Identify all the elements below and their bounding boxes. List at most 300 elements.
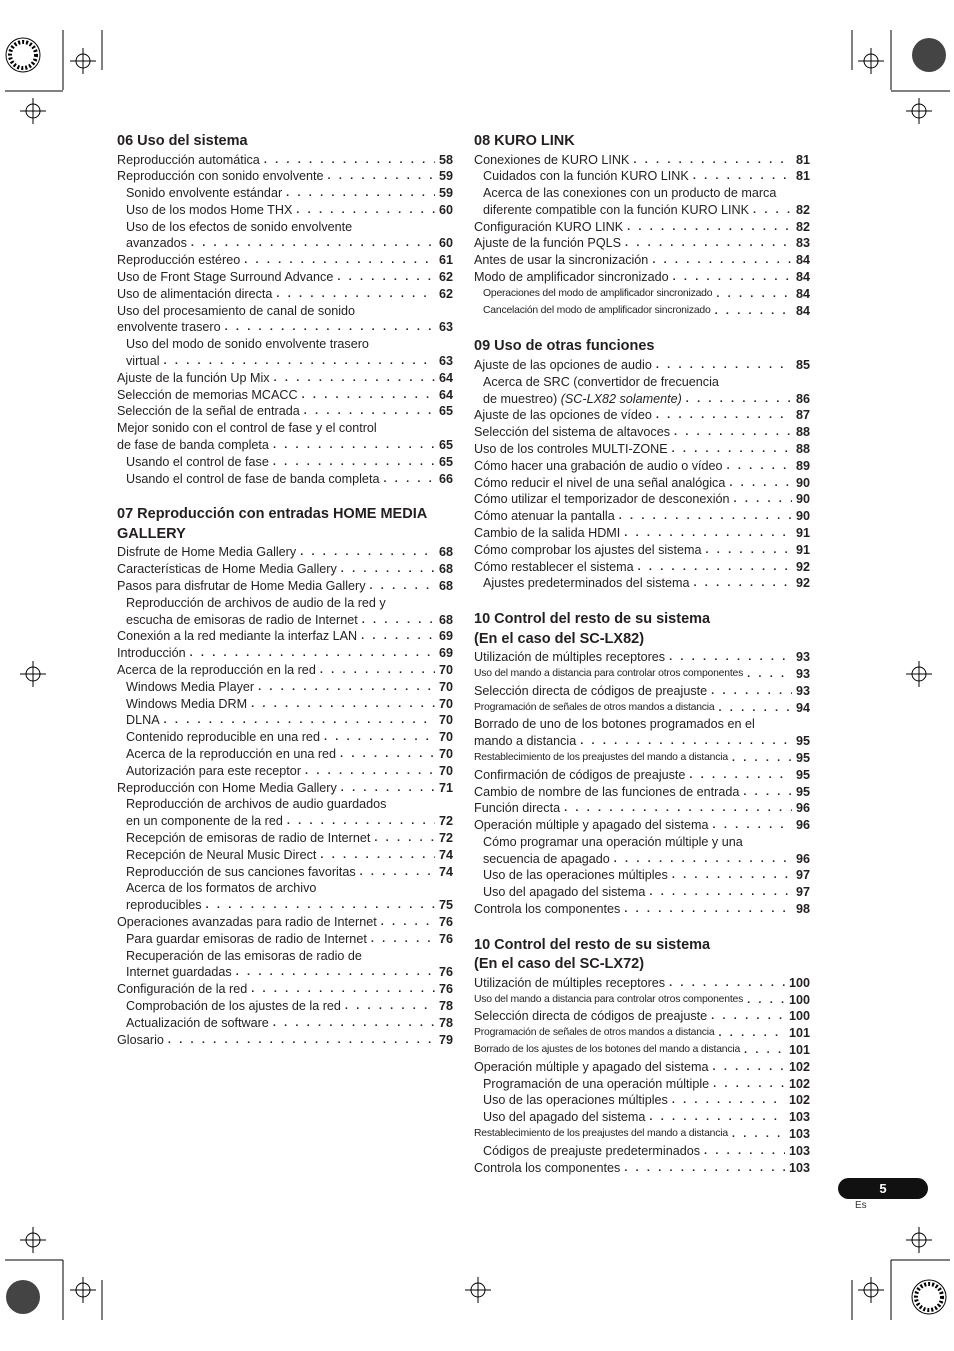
entry-page-number: 96 — [795, 801, 810, 816]
dot-leader — [625, 235, 792, 252]
entry-page-number: 72 — [438, 830, 453, 845]
entry-page-number: 70 — [438, 747, 453, 761]
toc-entry[interactable] — [474, 901, 810, 918]
dot-leader — [753, 202, 792, 219]
toc-entry — [474, 834, 810, 851]
entry-page-number: 89 — [795, 458, 810, 473]
dot-leader — [729, 475, 792, 492]
entry-label: de fase de banda completa — [117, 438, 269, 453]
toc-entry[interactable] — [474, 1092, 810, 1109]
toc-section — [474, 936, 810, 1177]
entry-label: Restablecimiento de los preajustes del mando a distancia — [474, 1128, 728, 1140]
entry-label: Reproducción de archivos de audio guardados — [126, 797, 387, 812]
toc-entry[interactable] — [117, 847, 453, 864]
dot-leader — [672, 441, 792, 458]
entry-label: Reproducción con Home Media Gallery — [117, 780, 337, 795]
dot-leader — [273, 1015, 435, 1032]
entry-page-number: 60 — [438, 202, 453, 217]
entry-label: Modo de amplificador sincronizado — [474, 270, 669, 285]
entry-label: Recepción de Neural Music Direct — [126, 847, 317, 862]
toc-entry[interactable] — [117, 252, 453, 269]
entry-label: Conexiones de KURO LINK — [474, 152, 630, 167]
entry-page-number: 78 — [438, 1015, 453, 1030]
entry-label: Autorización para este receptor — [126, 763, 302, 778]
entry-page-number: 61 — [438, 253, 453, 268]
entry-page-number: 68 — [438, 612, 453, 627]
entry-page-number: 102 — [788, 1059, 810, 1074]
toc-entry[interactable] — [474, 784, 810, 801]
dot-leader — [287, 813, 435, 830]
toc-entry[interactable] — [117, 830, 453, 847]
entry-page-number: 95 — [795, 767, 810, 782]
entry-label: Configuración de la red — [117, 982, 248, 997]
entry-label: Operación múltiple y apagado del sistema — [474, 1059, 709, 1074]
toc-entry[interactable] — [117, 202, 453, 219]
entry-label: Uso de las operaciones múltiples — [483, 868, 668, 883]
toc-entry[interactable] — [117, 696, 453, 713]
entry-label: Uso del mando a distancia para controlar otros componentes — [474, 667, 744, 679]
entry-label: mando a distancia — [474, 734, 577, 749]
toc-section — [117, 505, 453, 1048]
dot-leader — [627, 219, 792, 236]
entry-page-number: 103 — [788, 1110, 810, 1125]
toc-entry[interactable] — [117, 679, 453, 696]
entry-page-number: 100 — [788, 975, 810, 990]
dot-leader — [694, 575, 792, 592]
toc-entry[interactable] — [474, 975, 810, 992]
dot-leader — [381, 914, 435, 931]
entry-page-number: 103 — [788, 1127, 810, 1142]
dot-leader — [649, 1109, 785, 1126]
entry-page-number: 101 — [788, 1043, 810, 1058]
entry-label: Operaciones avanzadas para radio de Internet — [117, 914, 377, 929]
toc-entry[interactable] — [117, 763, 453, 780]
entry-page-number: 97 — [795, 885, 810, 900]
entry-label: Windows Media DRM — [126, 696, 248, 711]
toc-entry[interactable] — [474, 1025, 810, 1042]
entry-page-number: 66 — [438, 471, 453, 486]
toc-entry[interactable] — [117, 319, 453, 336]
page-number-tab — [838, 1178, 928, 1199]
toc-entry[interactable] — [474, 252, 810, 269]
dot-leader — [674, 424, 792, 441]
entry-label: Controla los componentes — [474, 902, 621, 917]
entry-page-number: 79 — [438, 1032, 453, 1047]
entry-label: Reproducción de sus canciones favoritas — [126, 864, 356, 879]
dot-leader — [276, 286, 435, 303]
entry-page-number: 70 — [438, 679, 453, 694]
toc-entry[interactable] — [117, 1032, 453, 1049]
entry-page-number: 58 — [438, 152, 453, 167]
dot-leader — [370, 578, 435, 595]
entry-page-number: 59 — [438, 169, 453, 184]
entry-page-number: 65 — [438, 404, 453, 419]
entry-label: Cambio de la salida HDMI — [474, 525, 621, 540]
toc-entry — [117, 948, 453, 965]
toc-entry[interactable] — [117, 168, 453, 185]
entry-label: Actualización de software — [126, 1015, 269, 1030]
toc-entry[interactable] — [117, 437, 453, 454]
toc-entry — [117, 796, 453, 813]
toc-entry[interactable] — [474, 1109, 810, 1126]
toc-entry — [117, 336, 453, 353]
entry-label: avanzados — [126, 236, 187, 251]
dot-leader — [705, 542, 792, 559]
entry-label: Reproducción con sonido envolvente — [117, 169, 324, 184]
entry-label: Ajuste de la función PQLS — [474, 236, 622, 251]
toc-entry[interactable] — [474, 542, 810, 559]
toc-entry[interactable] — [474, 235, 810, 252]
toc-entry[interactable] — [117, 578, 453, 595]
toc-entry[interactable] — [474, 303, 810, 320]
entry-label: Utilización de múltiples receptores — [474, 975, 666, 990]
dot-leader — [747, 666, 792, 683]
entry-page-number: 93 — [795, 666, 810, 681]
entry-label: Ajuste de la función Up Mix — [117, 370, 270, 385]
dot-leader — [715, 303, 792, 320]
entry-label: secuencia de apagado — [483, 851, 610, 866]
entry-label: Códigos de preajuste predeterminados — [483, 1143, 701, 1158]
dot-leader — [614, 851, 792, 868]
entry-page-number: 71 — [438, 780, 453, 795]
dot-leader — [734, 491, 792, 508]
dot-leader — [672, 867, 792, 884]
dot-leader — [693, 168, 792, 185]
toc-entry[interactable] — [117, 981, 453, 998]
toc-entry[interactable] — [117, 662, 453, 679]
entry-page-number: 64 — [438, 387, 453, 402]
entry-page-number: 65 — [438, 438, 453, 453]
toc-entry[interactable] — [474, 508, 810, 525]
entry-page-number: 70 — [438, 663, 453, 678]
entry-label: reproducibles — [126, 898, 202, 913]
dot-leader — [251, 696, 435, 713]
dot-leader — [206, 897, 435, 914]
toc-entry[interactable] — [117, 746, 453, 763]
toc-entry[interactable] — [117, 152, 453, 169]
section-title: 07 Reproducción con entradas HOME MEDIA GALLERY — [117, 506, 428, 542]
entry-page-number: 70 — [438, 696, 453, 711]
dot-leader — [190, 645, 435, 662]
dot-leader — [345, 998, 435, 1015]
toc-entry[interactable] — [117, 185, 453, 202]
toc-entry[interactable] — [474, 357, 810, 374]
entry-page-number: 96 — [795, 851, 810, 866]
dot-leader — [656, 407, 792, 424]
toc-entry[interactable] — [117, 645, 453, 662]
dot-leader — [168, 1032, 435, 1049]
entry-label: Programación de señales de otros mandos a distancia — [474, 1027, 715, 1039]
entry-page-number: 103 — [788, 1160, 810, 1175]
toc-entry[interactable] — [474, 202, 810, 219]
entry-label: Borrado de uno de los botones programados en el — [474, 717, 755, 732]
entry-page-number: 88 — [795, 425, 810, 440]
toc-entry[interactable] — [474, 475, 810, 492]
toc-entry[interactable] — [117, 544, 453, 561]
toc-entry[interactable] — [117, 628, 453, 645]
toc-entry[interactable] — [117, 931, 453, 948]
toc-entry[interactable] — [474, 1076, 810, 1093]
entry-label: Cómo hacer una grabación de audio o vídeo — [474, 458, 723, 473]
entry-label: Cómo restablecer el sistema — [474, 559, 634, 574]
entry-label: Cómo comprobar los ajustes del sistema — [474, 542, 702, 557]
toc-entry[interactable] — [474, 733, 810, 750]
toc-entry[interactable] — [474, 525, 810, 542]
toc-entry[interactable] — [117, 897, 453, 914]
dot-leader — [320, 662, 435, 679]
toc-entry[interactable] — [117, 712, 453, 729]
entry-page-number: 74 — [438, 864, 453, 879]
dot-leader — [273, 437, 435, 454]
entry-label: Acerca de las conexiones con un producto de marca — [483, 186, 777, 201]
entry-label: Uso del procesamiento de canal de sonido — [117, 303, 356, 318]
toc-entry — [117, 420, 453, 437]
entry-label: Uso de Front Stage Surround Advance — [117, 270, 334, 285]
entry-page-number: 103 — [788, 1143, 810, 1158]
entry-page-number: 69 — [438, 646, 453, 661]
toc-entry[interactable] — [117, 403, 453, 420]
toc-entry — [474, 185, 810, 202]
dot-leader — [704, 1143, 785, 1160]
entry-page-number: 78 — [438, 998, 453, 1013]
dot-leader — [732, 1126, 785, 1143]
toc-entry[interactable] — [117, 353, 453, 370]
section-title: 08 KURO LINK — [474, 133, 575, 149]
toc-entry[interactable] — [117, 286, 453, 303]
dot-leader — [673, 269, 792, 286]
toc-entry[interactable] — [474, 1126, 810, 1143]
toc-entry[interactable] — [117, 964, 453, 981]
dot-leader — [273, 454, 435, 471]
toc-entry[interactable] — [474, 286, 810, 303]
toc-entry[interactable] — [474, 817, 810, 834]
dot-leader — [624, 525, 792, 542]
entry-label: Cómo programar una operación múltiple y una — [483, 834, 743, 849]
entry-label: Selección directa de códigos de preajuste — [474, 683, 708, 698]
dot-leader — [320, 847, 435, 864]
dot-leader — [305, 763, 435, 780]
entry-label: Uso del apagado del sistema — [483, 885, 646, 900]
entry-page-number: 94 — [795, 700, 810, 715]
entry-label: Selección de memorias MCACC — [117, 387, 298, 402]
entry-label: Acerca de la reproducción en una red — [126, 747, 337, 761]
entry-label: Usando el control de fase de banda completa — [126, 471, 380, 486]
entry-label: Ajustes predeterminados del sistema — [483, 576, 690, 591]
entry-page-number: 64 — [438, 370, 453, 385]
toc-entry[interactable] — [117, 471, 453, 488]
dot-leader — [652, 252, 792, 269]
dot-leader — [689, 767, 792, 784]
toc-entry — [474, 374, 810, 391]
toc-entry[interactable] — [474, 1160, 810, 1177]
entry-page-number: 63 — [438, 320, 453, 335]
entry-label: Contenido reproducible en una red — [126, 730, 320, 745]
entry-label: Utilización de múltiples receptores — [474, 650, 666, 665]
entry-page-number: 90 — [795, 492, 810, 507]
dot-leader — [225, 319, 435, 336]
entry-page-number: 65 — [438, 454, 453, 469]
entry-page-number: 84 — [795, 303, 810, 318]
toc-entry[interactable] — [474, 152, 810, 169]
dot-leader — [302, 387, 435, 404]
entry-label: Uso de los modos Home THX — [126, 202, 293, 217]
entry-page-number: 62 — [438, 286, 453, 301]
dot-leader — [718, 1025, 785, 1042]
entry-label: Reproducción estéreo — [117, 253, 241, 268]
dot-leader — [669, 649, 792, 666]
toc-entry[interactable] — [474, 407, 810, 424]
dot-leader — [244, 252, 435, 269]
dot-leader — [656, 357, 792, 374]
entry-page-number: 81 — [795, 169, 810, 184]
dot-leader — [686, 391, 792, 408]
toc-entry[interactable] — [117, 780, 453, 797]
dot-leader — [251, 981, 435, 998]
entry-page-number: 70 — [438, 730, 453, 745]
dot-leader — [713, 817, 792, 834]
toc-entry[interactable] — [117, 454, 453, 471]
entry-label: Glosario — [117, 1032, 164, 1047]
entry-label: Confirmación de códigos de preajuste — [474, 767, 686, 782]
toc-entry[interactable] — [474, 700, 810, 717]
entry-page-number: 90 — [795, 475, 810, 490]
toc-entry[interactable] — [474, 649, 810, 666]
dot-leader — [324, 729, 435, 746]
toc-entry[interactable] — [117, 561, 453, 578]
toc-entry — [117, 219, 453, 236]
toc-entry[interactable] — [117, 729, 453, 746]
toc-entry[interactable] — [474, 491, 810, 508]
entry-page-number: 68 — [438, 545, 453, 560]
dot-leader — [304, 403, 435, 420]
toc-entry[interactable] — [474, 1008, 810, 1025]
entry-label: Uso de alimentación directa — [117, 286, 273, 301]
toc-entry[interactable] — [117, 914, 453, 931]
toc-entry[interactable] — [474, 992, 810, 1009]
entry-label: Disfrute de Home Media Gallery — [117, 545, 297, 560]
toc-entry[interactable] — [474, 424, 810, 441]
toc-entry[interactable] — [117, 998, 453, 1015]
entry-label: Programación de una operación múltiple — [483, 1076, 710, 1091]
toc-entry[interactable] — [117, 1015, 453, 1032]
toc-entry[interactable] — [117, 813, 453, 830]
entry-label: Cambio de nombre de las funciones de entrada — [474, 784, 740, 799]
entry-label: Función directa — [474, 801, 561, 816]
entry-label: Para guardar emisoras de radio de Internet — [126, 931, 367, 946]
toc-entry[interactable] — [474, 683, 810, 700]
toc-entry[interactable] — [474, 219, 810, 236]
entry-label: Uso del apagado del sistema — [483, 1110, 646, 1125]
toc-entry[interactable] — [474, 168, 810, 185]
toc-entry[interactable] — [474, 750, 810, 767]
dot-leader — [649, 884, 792, 901]
entry-page-number: 59 — [438, 186, 453, 201]
dot-leader — [337, 269, 435, 286]
entry-label: Cómo atenuar la pantalla — [474, 509, 615, 524]
toc-entry — [117, 303, 453, 320]
entry-page-number: 93 — [795, 650, 810, 665]
dot-leader — [328, 168, 435, 185]
entry-label: Acerca de los formatos de archivo — [126, 881, 317, 896]
entry-label: en un componente de la red — [126, 814, 283, 829]
toc-entry[interactable] — [474, 575, 810, 592]
section-title: 06 Uso del sistema — [117, 133, 248, 149]
dot-leader — [383, 471, 435, 488]
toc-entry[interactable] — [117, 235, 453, 252]
toc-entry[interactable] — [474, 884, 810, 901]
toc-section — [474, 610, 810, 918]
entry-page-number: 102 — [788, 1076, 810, 1091]
toc-entry[interactable] — [474, 800, 810, 817]
toc-entry[interactable] — [474, 458, 810, 475]
toc-entry[interactable] — [117, 370, 453, 387]
dot-leader — [672, 1092, 785, 1109]
entry-page-number: 87 — [795, 408, 810, 423]
entry-page-number: 76 — [438, 965, 453, 980]
toc-entry[interactable] — [117, 612, 453, 629]
toc-entry[interactable] — [474, 1042, 810, 1059]
toc-entry[interactable] — [117, 864, 453, 881]
entry-label: Cuidados con la función KURO LINK — [483, 169, 689, 184]
entry-label: Cancelación del modo de amplificador sincronizado — [483, 304, 711, 316]
entry-page-number: 84 — [795, 286, 810, 301]
entry-label: escucha de emisoras de radio de Internet — [126, 612, 358, 627]
entry-page-number: 100 — [788, 1009, 810, 1024]
entry-label: Usando el control de fase — [126, 454, 269, 469]
entry-label: de muestreo) (SC-LX82 solamente) — [483, 391, 682, 406]
dot-leader — [341, 561, 435, 578]
toc-left-column — [117, 132, 453, 1066]
section-title: 10 Control del resto de su sistema (En el caso del SC-LX82) — [474, 611, 711, 647]
toc-entry[interactable] — [474, 1143, 810, 1160]
dot-leader — [744, 1042, 785, 1059]
toc-entry[interactable] — [117, 387, 453, 404]
dot-leader — [747, 992, 785, 1009]
dot-leader — [638, 559, 792, 576]
dot-leader — [711, 1008, 785, 1025]
dot-leader — [164, 353, 435, 370]
entry-label: Antes de usar la sincronización — [474, 253, 649, 268]
entry-page-number: 69 — [438, 629, 453, 644]
toc-entry[interactable] — [474, 391, 810, 408]
entry-label: Cómo reducir el nivel de una señal analógica — [474, 475, 726, 490]
toc-entry[interactable] — [474, 559, 810, 576]
entry-label: Internet guardadas — [126, 965, 232, 980]
dot-leader — [564, 800, 792, 817]
entry-page-number: 95 — [795, 750, 810, 765]
entry-label: Windows Media Player — [126, 679, 255, 694]
toc-entry[interactable] — [474, 851, 810, 868]
dot-leader — [286, 185, 435, 202]
toc-entry[interactable] — [474, 269, 810, 286]
toc-entry[interactable] — [474, 441, 810, 458]
entry-label: Cómo utilizar el temporizador de desconexión — [474, 492, 730, 507]
entry-page-number: 95 — [795, 784, 810, 799]
dot-leader — [374, 830, 435, 847]
dot-leader — [360, 864, 435, 881]
dot-leader — [711, 683, 792, 700]
entry-label: Recepción de emisoras de radio de Internet — [126, 830, 371, 845]
toc-entry[interactable] — [474, 867, 810, 884]
toc-entry[interactable] — [117, 269, 453, 286]
entry-label: Ajuste de las opciones de vídeo — [474, 408, 652, 423]
dot-leader — [296, 202, 435, 219]
toc-section — [474, 132, 810, 319]
toc-entry[interactable] — [474, 1059, 810, 1076]
entry-label: Uso de los efectos de sonido envolvente — [126, 219, 353, 234]
toc-entry[interactable] — [474, 666, 810, 683]
toc-entry[interactable] — [474, 767, 810, 784]
